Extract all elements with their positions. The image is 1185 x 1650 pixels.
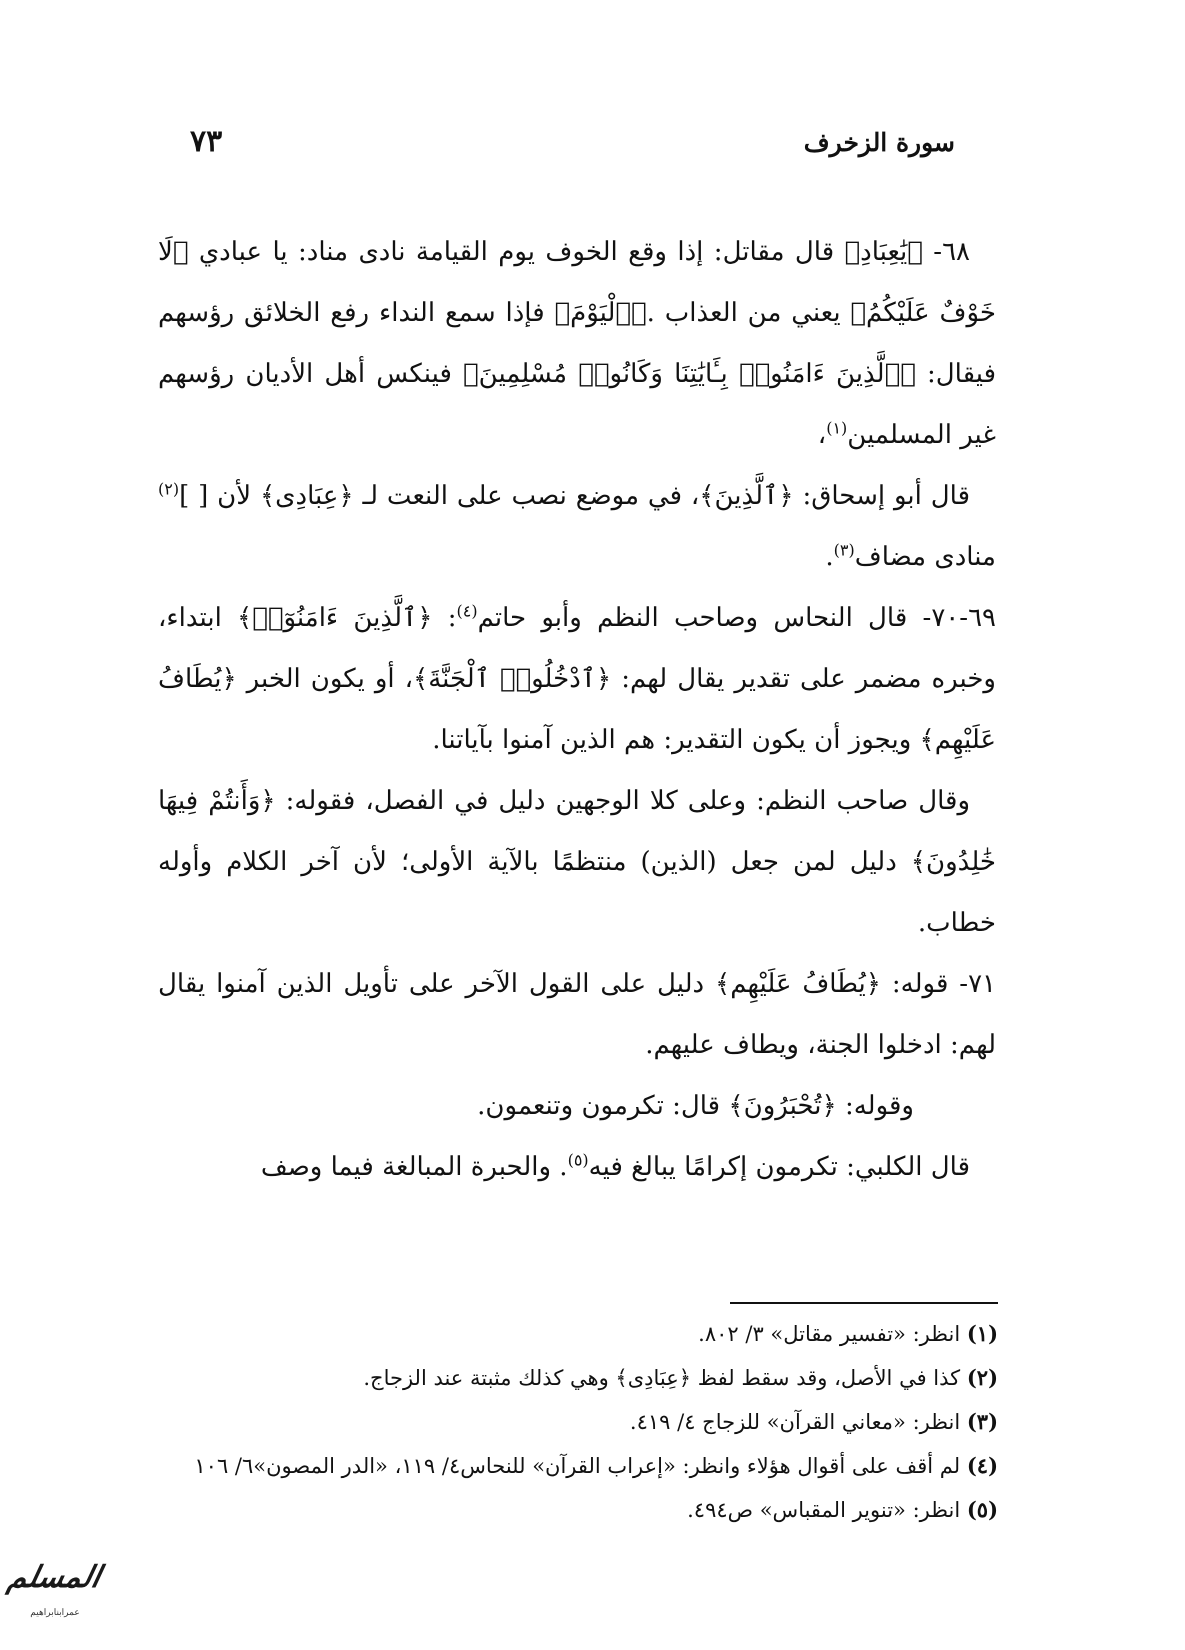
footnote-text: كذا في الأصل، وقد سقط لفظ ﴿عِبَادِى﴾ وهي كذلك مثبتة عند الزجاج. [363,1366,961,1390]
paragraph-tail: : ﴿ٱلَّذِينَ ءَامَنُوٓا۟﴾ ابتداء، وخبره مضمر على تقدير يقال لهم: ﴿ٱدْخُلُوا۟ ٱلْجَنَّةَ﴾، أو يكون الخبر ﴿يُطَافُ عَلَيْهِم﴾ ويجوز أن يكون التقدير: هم الذين آمنوا بآياتنا. [158,603,996,755]
footnote-number: (٣) [966,1409,998,1434]
footnotes [150,1312,998,1532]
publisher-logo [4,1560,104,1640]
footnote-2 [150,1356,998,1400]
paragraph-text: وقال صاحب النظم: وعلى كلا الوجهين دليل في الفصل، فقوله: ﴿وَأَنتُمْ فِيهَا خَٰلِدُونَ﴾ دليل لمن جعل (الذين) منتظمًا بالآية الأولى؛ لأن آخر الكلام وأوله خطاب. [158,786,996,938]
footnote-ref-4: (٤) [456,601,478,621]
footnote-ref-1: (١) [826,418,848,438]
logo-script: المسلم [4,1560,104,1595]
footnote-ref-2: (٢) [158,479,180,499]
page-header [190,124,955,168]
paragraph-text: ٦٨- ﴿يَٰعِبَادِ﴾ قال مقاتل: إذا وقع الخوف يوم القيامة نادى مناد: يا عبادي ﴿لَا خَوْفٌ عَلَيْكُمُ﴾ يعني من العذاب .﴿ٱلْيَوْمَ﴾ فإذا سمع النداء رفع الخلائق رؤسهم فيقال: ﴿ٱلَّذِينَ ءَامَنُوا۟ بِـَٔايَٰتِنَا وَكَانُوا۟ مُسْلِمِينَ﴾ فينكس أهل الأديان رؤسهم غير المسلمين [158,237,996,450]
footnote-ref-5: (٥) [567,1150,589,1170]
paragraph-kalbi [158,1137,996,1198]
footnote-separator [730,1302,998,1304]
logo-subtext: عمرابنابراهيم [30,1608,80,1618]
footnote-3 [150,1400,998,1444]
paragraph-text: قال أبو إسحاق: ﴿ٱلَّذِينَ﴾، في موضع نصب على النعت لـ ﴿عِبَادِى﴾ لأن [ ] [179,481,970,511]
footnote-number: (٥) [966,1497,998,1522]
footnote-number: (١) [966,1321,998,1346]
footnote-text: انظر: «معاني القرآن» للزجاج ٤/ ٤١٩. [629,1410,961,1434]
paragraph-71 [158,954,996,1076]
paragraph-text: قال الكلبي: تكرمون إكرامًا يبالغ فيه [588,1152,970,1182]
paragraph-69-70 [158,588,996,771]
footnote-number: (٤) [966,1453,998,1478]
paragraph-tail: . [825,542,834,572]
paragraph-tail: منادى مضاف [854,542,996,572]
paragraph-text: ٦٩-٧٠- قال النحاس وصاحب النظم وأبو حاتم [477,603,996,633]
paragraph-tuhbarun [158,1076,996,1137]
paragraph-abu-ishaq [158,466,996,588]
footnote-ref-3: (٣) [833,540,855,560]
paragraph-68 [158,222,996,466]
footnote-4 [150,1444,998,1488]
footnote-text: انظر: «تفسير مقاتل» ٣/ ٨٠٢. [698,1322,961,1346]
page-number: ٧٣ [190,124,223,159]
running-title: سورة الزخرف [803,128,955,157]
main-text [158,222,996,1198]
footnote-text: لم أقف على أقوال هؤلاء وانظر: «إعراب القرآن» للنحاس٤/ ١١٩، «الدر المصون»٦/ ١٠٦ [194,1454,961,1478]
footnote-text: انظر: «تنوير المقباس» ص٤٩٤. [687,1498,961,1522]
footnote-number: (٢) [966,1365,998,1390]
footnote-5 [150,1488,998,1532]
paragraph-text: ٧١- قوله: ﴿يُطَافُ عَلَيْهِم﴾ دليل على القول الآخر على تأويل الذين آمنوا يقال لهم: ادخلوا الجنة، ويطاف عليهم. [158,969,996,1060]
paragraph-tail: . والحبرة المبالغة فيما وصف [260,1152,568,1182]
paragraph-sahib-alnazm [158,771,996,954]
footnote-1 [150,1312,998,1356]
paragraph-tail: ، [817,420,827,450]
paragraph-text: وقوله: ﴿تُحْبَرُونَ﴾ قال: تكرمون وتنعمون. [477,1091,914,1121]
